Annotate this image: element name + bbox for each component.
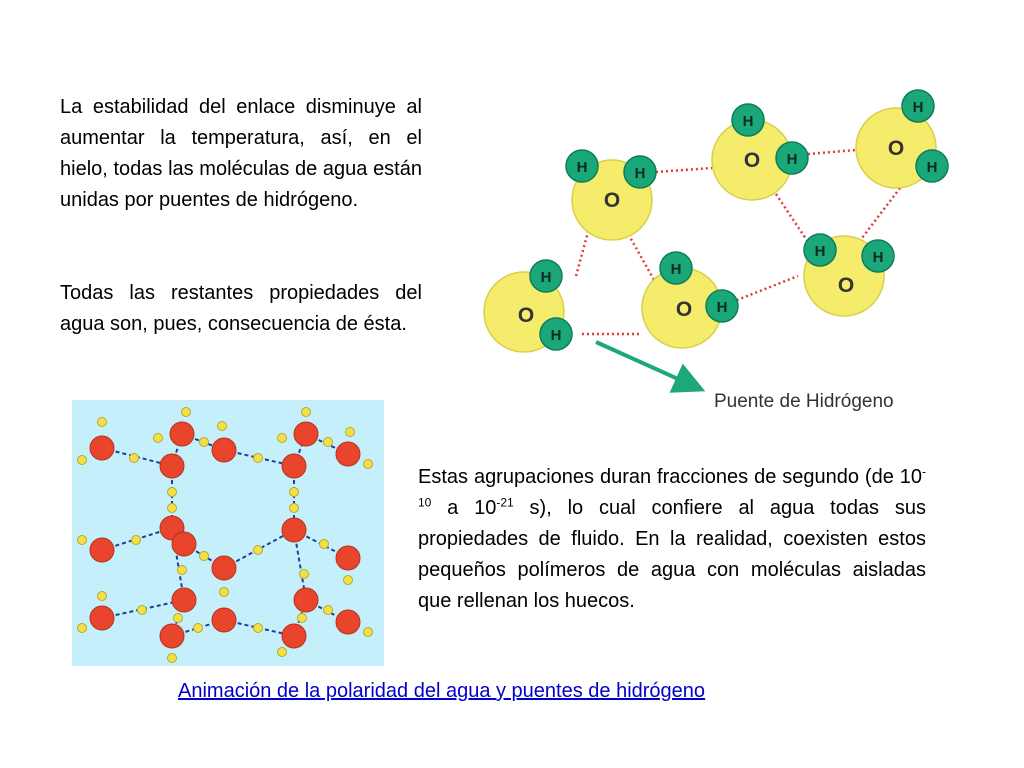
oxygen-atom-label: O bbox=[603, 189, 621, 212]
hydrogen-atom-label: H bbox=[550, 327, 562, 344]
hydrogen-atom-label: H bbox=[786, 151, 798, 168]
oxygen-atom-label: O bbox=[517, 304, 535, 327]
hydrogen-atom-label: H bbox=[814, 243, 826, 260]
water-molecule bbox=[566, 150, 656, 240]
hydrogen-bond-diagram bbox=[476, 84, 956, 414]
hydrogen-atom-label: H bbox=[634, 165, 646, 182]
water-molecule bbox=[484, 260, 572, 352]
hydrogen-atom-label: H bbox=[576, 159, 588, 176]
paragraph-ice-stability: La estabilidad del enlace disminuye al aumentar la temperatura, así, en el hielo, todas las moléculas de agua están unidas por puentes de hidrógeno. bbox=[60, 96, 422, 211]
clusters-text-2: a 10 bbox=[431, 497, 497, 519]
exponent-2: -21 bbox=[496, 495, 514, 510]
ice-lattice-diagram bbox=[72, 400, 384, 666]
clusters-text-3: s), lo cual confiere al agua todas sus propiedades de fluido. En la realidad, coexisten estos pequeños polímeros de agua con moléculas aisladas que rellenan los huecos. bbox=[418, 497, 927, 612]
hydrogen-atom-label: H bbox=[872, 249, 884, 266]
paragraph-consequence: Todas las restantes propiedades del agua son, pues, consecuencia de ésta. bbox=[60, 282, 422, 335]
oxygen-atom-label: O bbox=[743, 149, 761, 172]
water-molecule bbox=[804, 234, 894, 316]
water-molecule bbox=[642, 252, 738, 348]
water-molecule bbox=[712, 104, 808, 200]
paragraph-clusters bbox=[418, 462, 926, 617]
exponent-1: -10 bbox=[418, 464, 926, 510]
polarity-animation-link[interactable]: Animación de la polaridad del agua y puentes de hidrógeno bbox=[178, 680, 706, 702]
oxygen-atom-label: O bbox=[887, 137, 905, 160]
hydrogen-atom-label: H bbox=[716, 299, 728, 316]
hydrogen-atom-label: H bbox=[912, 99, 924, 116]
hydrogen-atom-label: H bbox=[540, 269, 552, 286]
hydrogen-bond-label: Puente de Hidrógeno bbox=[714, 391, 894, 412]
arrow-icon bbox=[596, 342, 698, 388]
clusters-text-1: Estas agrupaciones duran fracciones de segundo (de 10 bbox=[418, 466, 922, 488]
water-molecule bbox=[856, 90, 948, 188]
oxygen-atom-label: O bbox=[675, 298, 693, 321]
hydrogen-atom-label: H bbox=[742, 113, 754, 130]
hydrogen-atom-label: H bbox=[926, 159, 938, 176]
hydrogen-atom-label: H bbox=[670, 261, 682, 278]
oxygen-atom-label: O bbox=[837, 274, 855, 297]
